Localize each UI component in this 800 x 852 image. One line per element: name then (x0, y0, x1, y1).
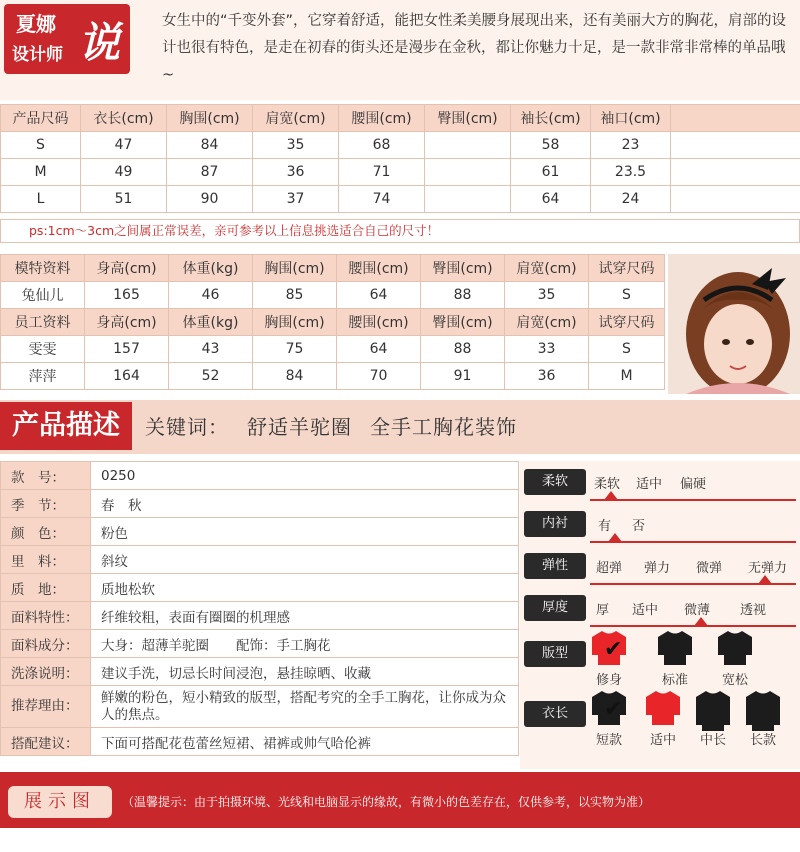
detail-value: 建议手洗，切忌长时间浸泡，悬挂晾晒、收藏 (91, 658, 519, 686)
staff-header-row (1, 309, 665, 336)
fit-option: 宽松 (721, 673, 748, 688)
size-header-cell: 袖口(cm) (591, 105, 671, 132)
elasticity-option: 无弹力 (748, 561, 788, 576)
model-cell: 64 (337, 282, 421, 309)
size-cell: 49 (81, 159, 167, 186)
softness-option: 偏硬 (680, 477, 707, 492)
detail-label (1, 574, 91, 602)
detail-value: 纤维较粗，表面有圈圈的机理感 (91, 602, 519, 630)
size-table-header (1, 105, 800, 132)
size-table (0, 104, 800, 213)
detail-label (1, 518, 91, 546)
length-shirt-icon (744, 689, 782, 727)
size-cell: 36 (253, 159, 339, 186)
model-header-cell: 腰围(cm) (337, 309, 421, 336)
logo-big-char: 说 (78, 18, 121, 67)
fit-shirt-icon (716, 629, 754, 667)
description-title: 产品描述 (0, 402, 132, 450)
size-cell: 24 (591, 186, 671, 213)
model-cell: 75 (253, 336, 337, 363)
detail-value: 下面可搭配花苞蕾丝短裙、裙裤或帅气哈伦裤 (91, 728, 519, 756)
detail-row (1, 658, 519, 686)
size-header-cell: 胸围(cm) (167, 105, 253, 132)
size-header-cell: 产品尺码 (1, 105, 81, 132)
detail-value: 质地松软 (91, 574, 519, 602)
detail-label-sep: ： (65, 609, 79, 626)
intro-text: 女生中的“千变外套”，它穿着舒适，能把女性柔美腰身展现出来，还有美丽大方的胸花，肩部的设计也很有特色，是走在初春的街头还是漫步在金秋，都让你魅力十足，是一款非常非常棒的单品哦~ (162, 13, 787, 83)
thickness-option: 适中 (632, 603, 659, 618)
fit-selected-check-icon: ✔ (604, 637, 623, 662)
size-cell: 87 (167, 159, 253, 186)
size-cell (671, 186, 800, 213)
softness-label-pill: 柔软 (524, 469, 586, 495)
size-cell: 35 (253, 132, 339, 159)
model-cell: 88 (421, 336, 505, 363)
model-cell: 84 (253, 363, 337, 390)
size-header-cell: 腰围(cm) (339, 105, 425, 132)
size-cell: M (1, 159, 81, 186)
designer-intro (0, 0, 800, 100)
softness-option: 柔软 (594, 477, 621, 492)
model-cell: 33 (505, 336, 589, 363)
fit-shirt-icon (656, 629, 694, 667)
model-cell: M (589, 363, 665, 390)
detail-label-text: 推荐理由 (11, 698, 65, 714)
detail-row (1, 686, 519, 728)
detail-label (1, 658, 91, 686)
detail-row (1, 546, 519, 574)
size-cell (671, 159, 800, 186)
size-header-cell: 衣长(cm) (81, 105, 167, 132)
size-cell (425, 159, 511, 186)
detail-label-sep: ： (51, 553, 65, 570)
detail-label-sep: ： (51, 581, 65, 598)
model-header-cell: 试穿尺码 (589, 309, 665, 336)
detail-row (1, 490, 519, 518)
model-header-cell: 臀围(cm) (421, 255, 505, 282)
staff-row (1, 363, 665, 390)
size-cell (425, 186, 511, 213)
model-cell: 雯雯 (1, 336, 85, 363)
model-header-cell: 腰围(cm) (337, 255, 421, 282)
size-cell: 37 (253, 186, 339, 213)
model-header-cell: 员工资料 (1, 309, 85, 336)
detail-label-text: 颜 色 (11, 525, 52, 542)
detail-row (1, 728, 519, 756)
size-cell (671, 132, 800, 159)
detail-label-sep: ： (65, 735, 79, 752)
model-header-cell: 肩宽(cm) (505, 255, 589, 282)
model-cell: 85 (253, 282, 337, 309)
size-table-row (1, 132, 800, 159)
size-cell: 71 (339, 159, 425, 186)
length-option: 长款 (749, 733, 776, 748)
model-header-cell: 身高(cm) (85, 255, 169, 282)
staff-row (1, 336, 665, 363)
model-header-cell: 胸围(cm) (253, 255, 337, 282)
gallery-button[interactable]: 展示图 (8, 786, 112, 818)
detail-label-text: 洗涤说明 (11, 665, 65, 682)
length-option: 适中 (649, 733, 676, 748)
detail-row (1, 630, 519, 658)
model-header-cell: 身高(cm) (85, 309, 169, 336)
size-cell: 58 (511, 132, 591, 159)
detail-label-sep: ： (65, 698, 79, 714)
model-cell: 88 (421, 282, 505, 309)
fit-option: 标准 (661, 673, 688, 688)
model-cell: 165 (85, 282, 169, 309)
softness-option: 适中 (636, 477, 663, 492)
detail-label (1, 462, 91, 490)
model-cell: 64 (337, 336, 421, 363)
size-cell: S (1, 132, 81, 159)
detail-row (1, 602, 519, 630)
fit-label-pill: 版型 (524, 641, 586, 667)
detail-label-text: 面料成分 (11, 637, 65, 654)
model-cell: 46 (169, 282, 253, 309)
length-label-pill: 衣长 (524, 701, 586, 727)
elasticity-option: 微弹 (696, 561, 723, 576)
model-header-cell: 试穿尺码 (589, 255, 665, 282)
length-shirt-icon (644, 689, 682, 727)
model-header-cell: 体重(kg) (169, 255, 253, 282)
model-photo (668, 254, 800, 394)
model-cell: S (589, 282, 665, 309)
detail-label (1, 686, 91, 728)
size-table-row (1, 186, 800, 213)
size-header-cell: 臀围(cm) (425, 105, 511, 132)
detail-row (1, 518, 519, 546)
size-cell: 64 (511, 186, 591, 213)
detail-value: 粉色 (91, 518, 519, 546)
thickness-option: 厚 (596, 603, 610, 618)
size-cell: 61 (511, 159, 591, 186)
model-header-cell: 肩宽(cm) (505, 309, 589, 336)
model-cell: 35 (505, 282, 589, 309)
detail-label (1, 602, 91, 630)
model-portrait-image (668, 254, 800, 394)
detail-value: 0250 (91, 462, 519, 490)
model-cell: 萍萍 (1, 363, 85, 390)
softness-scale-bar (590, 499, 796, 501)
logo-line-2: 设计师 (12, 45, 63, 65)
detail-value: 春 秋 (91, 490, 519, 518)
detail-value: 大身：超薄羊驼圈 配饰：手工胸花 (91, 630, 519, 658)
size-table-row (1, 159, 800, 186)
detail-row (1, 574, 519, 602)
elasticity-scale-bar (590, 583, 796, 585)
attribute-scale-panel (520, 461, 800, 769)
lining-scale-bar (590, 541, 796, 543)
size-header-cell: 肩宽(cm) (253, 105, 339, 132)
detail-label-text: 里 料 (11, 553, 52, 570)
model-row (1, 282, 665, 309)
detail-row (1, 462, 519, 490)
size-cell: 90 (167, 186, 253, 213)
fit-option: 修身 (595, 673, 622, 688)
model-header-cell: 模特资料 (1, 255, 85, 282)
detail-label-text: 面料特性 (11, 609, 65, 626)
model-cell: 43 (169, 336, 253, 363)
size-cell: L (1, 186, 81, 213)
detail-table (0, 461, 519, 756)
thickness-option: 透视 (740, 603, 767, 618)
keyword-label: 关键词： (145, 415, 229, 439)
lining-option: 否 (632, 519, 646, 534)
model-header-cell: 胸围(cm) (253, 309, 337, 336)
size-cell: 84 (167, 132, 253, 159)
model-cell: S (589, 336, 665, 363)
size-header-cell (671, 105, 800, 132)
detail-label (1, 630, 91, 658)
model-cell: 164 (85, 363, 169, 390)
length-option: 中长 (699, 733, 726, 748)
model-cell: 36 (505, 363, 589, 390)
detail-label (1, 546, 91, 574)
size-cell: 51 (81, 186, 167, 213)
model-header-cell: 臀围(cm) (421, 309, 505, 336)
detail-label-sep: ： (51, 469, 65, 486)
length-option: 短款 (595, 733, 622, 748)
elasticity-label-pill: 弹性 (524, 553, 586, 579)
size-cell: 23 (591, 132, 671, 159)
detail-label-sep: ： (65, 637, 79, 654)
model-cell: 91 (421, 363, 505, 390)
model-table (0, 254, 665, 390)
lining-option: 有 (598, 519, 612, 534)
size-cell (425, 132, 511, 159)
detail-label-text: 款 号 (11, 469, 52, 486)
designer-logo (4, 4, 130, 74)
detail-label-sep: ： (51, 525, 65, 542)
model-cell: 70 (337, 363, 421, 390)
detail-label-text: 季 节 (11, 497, 52, 514)
length-shirt-icon (694, 689, 732, 727)
thickness-scale-bar (590, 625, 796, 627)
footer-tip: （温馨提示：由于拍摄环境、光线和电脑显示的缘故，有微小的色差存在，仅供参考，以实物为准） (122, 795, 651, 809)
logo-line-1: 夏娜 (16, 12, 56, 36)
lining-label-pill: 内衬 (524, 511, 586, 537)
size-note: ps:1cm～3cm之间属正常误差，亲可参考以上信息挑选适合自己的尺寸！ (0, 219, 800, 243)
thickness-label-pill: 厚度 (524, 595, 586, 621)
detail-label-text: 质 地 (11, 581, 52, 598)
size-header-cell: 袖长(cm) (511, 105, 591, 132)
detail-label (1, 728, 91, 756)
description-keywords (145, 408, 535, 446)
keyword-1: 舒适羊驼圈 (247, 415, 352, 439)
length-check-icon: ✔ (604, 697, 623, 722)
size-cell: 68 (339, 132, 425, 159)
model-header-row (1, 255, 665, 282)
detail-value: 斜纹 (91, 546, 519, 574)
size-cell: 47 (81, 132, 167, 159)
detail-value: 鲜嫩的粉色，短小精致的版型，搭配考究的全手工胸花，让你成为众人的焦点。 (91, 686, 519, 728)
model-cell: 157 (85, 336, 169, 363)
elasticity-option: 弹力 (644, 561, 671, 576)
thickness-option: 微薄 (684, 603, 711, 618)
size-cell: 74 (339, 186, 425, 213)
elasticity-option: 超弹 (596, 561, 623, 576)
model-header-cell: 体重(kg) (169, 309, 253, 336)
keyword-2: 全手工胸花装饰 (370, 415, 517, 439)
model-cell: 52 (169, 363, 253, 390)
size-cell: 23.5 (591, 159, 671, 186)
detail-label-text: 搭配建议 (11, 735, 65, 752)
detail-label-sep: ： (65, 665, 79, 682)
detail-label-sep: ： (51, 497, 65, 514)
model-cell: 兔仙儿 (1, 282, 85, 309)
detail-label (1, 490, 91, 518)
